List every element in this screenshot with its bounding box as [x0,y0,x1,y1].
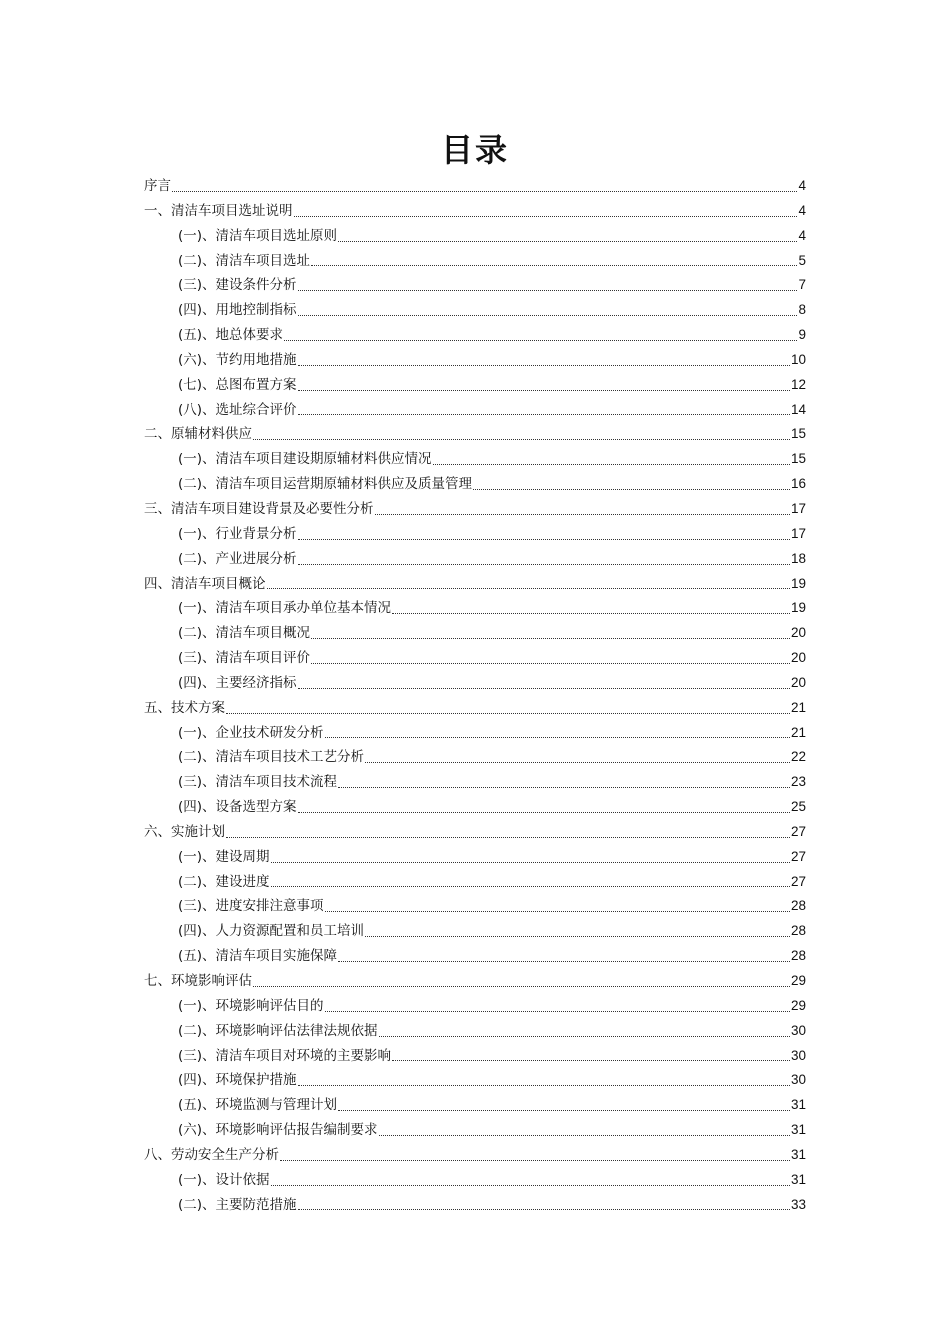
toc-entry-label: 六、实施计划 [144,823,225,840]
toc-entry-page-number: 30 [790,1072,806,1088]
toc-dot-leader [298,812,790,813]
toc-dot-leader [267,588,790,589]
toc-entry-label: (一)、清洁车项目承办单位基本情况 [178,600,392,617]
toc-subsection-entry[interactable] [144,770,806,795]
toc-dot-leader [271,862,790,863]
toc-entry-page-number: 15 [790,426,806,442]
toc-entry-label: (五)、清洁车项目实施保障 [178,948,338,965]
toc-entry-label: (一)、行业背景分析 [178,525,297,542]
toc-entry-label: 三、清洁车项目建设背景及必要性分析 [144,500,374,517]
toc-entry-label: 序言 [144,178,171,194]
toc-entry-page-number: 9 [798,327,806,343]
toc-dot-leader [338,787,790,788]
toc-dot-leader [284,340,797,341]
toc-entry-page-number: 28 [790,898,806,914]
toc-subsection-entry[interactable] [144,522,806,547]
toc-entry-page-number: 31 [790,1122,806,1138]
toc-entry-page-number: 28 [790,948,806,964]
toc-dot-leader [473,489,790,490]
toc-subsection-entry[interactable] [144,1118,806,1143]
toc-entry-label: (一)、建设周期 [178,848,270,865]
toc-dot-leader [298,290,798,291]
toc-subsection-entry[interactable] [144,845,806,870]
toc-subsection-entry[interactable] [144,1193,806,1218]
toc-entry-page-number: 30 [790,1022,806,1038]
toc-entry-label: (一)、企业技术研发分析 [178,724,324,741]
toc-entry-label: (四)、用地控制指标 [178,302,297,319]
toc-entry-page-number: 15 [790,451,806,467]
toc-entry-page-number: 25 [790,799,806,815]
toc-dot-leader [325,911,790,912]
toc-entry-label: 七、环境影响评估 [144,973,252,989]
toc-dot-leader [298,1209,790,1210]
toc-entry-label: (五)、地总体要求 [178,327,284,344]
toc-entry-label: (六)、环境影响评估报告编制要求 [178,1122,378,1139]
toc-entry-label: (三)、清洁车项目评价 [178,650,311,667]
toc-subsection-entry[interactable] [144,1093,806,1118]
toc-entry-page-number: 20 [790,650,806,666]
toc-entry-page-number: 28 [790,923,806,939]
toc-entry-page-number: 21 [790,724,806,740]
toc-dot-leader [298,564,790,565]
toc-entry-page-number: 33 [790,1196,806,1212]
toc-section-entry[interactable] [144,1143,806,1168]
toc-subsection-entry[interactable] [144,1019,806,1044]
toc-entry-label: (一)、清洁车项目选址原则 [178,227,338,244]
toc-subsection-entry[interactable] [144,224,806,249]
page-title: 目录 [440,131,509,169]
toc-section-entry[interactable] [144,174,806,199]
toc-entry-page-number: 22 [790,749,806,765]
toc-dot-leader [271,886,790,887]
toc-entry-page-number: 17 [790,525,806,541]
toc-dot-leader [379,1036,790,1037]
toc-entry-page-number: 21 [790,699,806,715]
toc-dot-leader [172,191,797,192]
toc-entry-label: (二)、清洁车项目运营期原辅材料供应及质量管理 [178,476,473,493]
toc-dot-leader [253,986,790,987]
toc-dot-leader [433,464,790,465]
toc-subsection-entry[interactable] [144,671,806,696]
toc-subsection-entry[interactable] [144,596,806,621]
toc-entry-page-number: 14 [790,401,806,417]
toc-subsection-entry[interactable] [144,994,806,1019]
toc-dot-leader [338,961,790,962]
toc-entry-page-number: 29 [790,973,806,988]
toc-dot-leader [298,1085,790,1086]
toc-entry-label: (四)、设备选型方案 [178,799,297,816]
toc-entry-page-number: 10 [790,351,806,367]
toc-dot-leader [280,1160,790,1161]
toc-entry-page-number: 30 [790,1047,806,1063]
toc-entry-label: (二)、清洁车项目选址 [178,252,311,269]
toc-dot-leader [325,737,790,738]
toc-entry-page-number: 17 [790,500,806,516]
toc-entry-page-number: 31 [790,1171,806,1187]
toc-entry-label: 二、原辅材料供应 [144,426,252,443]
toc-dot-leader [365,936,790,937]
toc-dot-leader [253,439,790,440]
toc-dot-leader [271,1185,790,1186]
toc-subsection-entry[interactable] [144,373,806,398]
toc-dot-leader [298,315,798,316]
toc-dot-leader [294,216,798,217]
toc-subsection-entry[interactable] [144,894,806,919]
toc-entry-label: (四)、人力资源配置和员工培训 [178,923,365,940]
toc-entry-page-number: 27 [790,848,806,864]
toc-dot-leader [338,241,797,242]
toc-entry-page-number: 29 [790,997,806,1013]
toc-entry-page-number: 4 [798,227,806,243]
toc-subsection-entry[interactable] [144,249,806,274]
toc-subsection-entry[interactable] [144,919,806,944]
toc-dot-leader [298,688,790,689]
toc-dot-leader [226,713,790,714]
toc-entry-page-number: 31 [790,1097,806,1113]
toc-section-entry[interactable] [144,969,806,994]
toc-entry-label: (四)、主要经济指标 [178,674,297,691]
toc-subsection-entry[interactable] [144,273,806,298]
toc-dot-leader [311,663,790,664]
toc-subsection-entry[interactable] [144,547,806,572]
toc-entry-page-number: 12 [790,376,806,392]
toc-dot-leader [375,514,790,515]
toc-entry-page-number: 27 [790,873,806,889]
toc-entry-page-number: 27 [790,823,806,839]
toc-entry-page-number: 5 [798,252,806,268]
toc-dot-leader [338,1110,790,1111]
toc-entry-label: (二)、主要防范措施 [178,1196,297,1213]
toc-section-entry[interactable] [144,422,806,447]
toc-entry-label: (二)、建设进度 [178,873,270,890]
toc-dot-leader [392,1060,790,1061]
toc-subsection-entry[interactable] [144,944,806,969]
toc-entry-label: 五、技术方案 [144,699,225,716]
toc-subsection-entry[interactable] [144,1068,806,1093]
toc-entry-label: (一)、清洁车项目建设期原辅材料供应情况 [178,451,432,468]
toc-dot-leader [325,1011,790,1012]
toc-entry-label: (七)、总图布置方案 [178,376,297,393]
toc-section-entry[interactable] [144,199,806,224]
toc-section-entry[interactable] [144,820,806,845]
toc-entry-label: (一)、环境影响评估目的 [178,997,324,1014]
toc-subsection-entry[interactable] [144,323,806,348]
toc-entry-page-number: 18 [790,550,806,566]
toc-entry-label: (五)、环境监测与管理计划 [178,1097,338,1114]
toc-entry-label: 四、清洁车项目概论 [144,575,266,592]
toc-subsection-entry[interactable] [144,298,806,323]
toc-subsection-entry[interactable] [144,447,806,472]
toc-subsection-entry[interactable] [144,870,806,895]
toc-entry-label: (二)、清洁车项目技术工艺分析 [178,749,365,766]
toc-entry-label: (八)、选址综合评价 [178,401,297,418]
toc-subsection-entry[interactable] [144,1168,806,1193]
toc-entry-page-number: 19 [790,600,806,616]
toc-entry-page-number: 19 [790,575,806,591]
toc-entry-label: (三)、清洁车项目技术流程 [178,774,338,791]
toc-entry-label: (三)、建设条件分析 [178,277,297,294]
toc-entry-page-number: 8 [798,302,806,318]
toc-dot-leader [392,613,790,614]
toc-entry-page-number: 4 [798,178,806,193]
toc-subsection-entry[interactable] [144,721,806,746]
toc-entry-label: 八、劳动安全生产分析 [144,1146,279,1163]
toc-entry-page-number: 4 [798,202,806,218]
toc-dot-leader [298,539,790,540]
toc-subsection-entry[interactable] [144,472,806,497]
table-of-contents [144,174,806,1217]
toc-subsection-entry[interactable] [144,745,806,770]
toc-entry-page-number: 7 [798,277,806,293]
toc-subsection-entry[interactable] [144,646,806,671]
toc-section-entry[interactable] [144,696,806,721]
toc-dot-leader [379,1135,790,1136]
toc-section-entry[interactable] [144,497,806,522]
toc-entry-label: 一、清洁车项目选址说明 [144,202,293,219]
toc-dot-leader [365,762,790,763]
toc-dot-leader [311,638,790,639]
toc-subsection-entry[interactable] [144,348,806,373]
toc-subsection-entry[interactable] [144,398,806,423]
toc-entry-page-number: 20 [790,625,806,641]
toc-entry-label: (一)、设计依据 [178,1171,270,1188]
toc-entry-label: (三)、进度安排注意事项 [178,898,324,915]
toc-subsection-entry[interactable] [144,795,806,820]
toc-dot-leader [298,365,790,366]
toc-subsection-entry[interactable] [144,621,806,646]
toc-entry-page-number: 20 [790,674,806,690]
toc-entry-label: (二)、清洁车项目概况 [178,625,311,642]
toc-entry-label: (二)、环境影响评估法律法规依据 [178,1022,378,1039]
toc-entry-label: (四)、环境保护措施 [178,1072,297,1089]
toc-section-entry[interactable] [144,572,806,597]
toc-subsection-entry[interactable] [144,1044,806,1069]
toc-dot-leader [226,837,790,838]
toc-dot-leader [311,265,797,266]
toc-entry-page-number: 16 [790,476,806,492]
toc-entry-page-number: 23 [790,774,806,790]
toc-entry-label: (六)、节约用地措施 [178,351,297,368]
toc-entry-label: (二)、产业进展分析 [178,550,297,567]
toc-dot-leader [298,390,790,391]
toc-entry-label: (三)、清洁车项目对环境的主要影响 [178,1047,392,1064]
toc-dot-leader [298,414,790,415]
toc-entry-page-number: 31 [790,1146,806,1162]
